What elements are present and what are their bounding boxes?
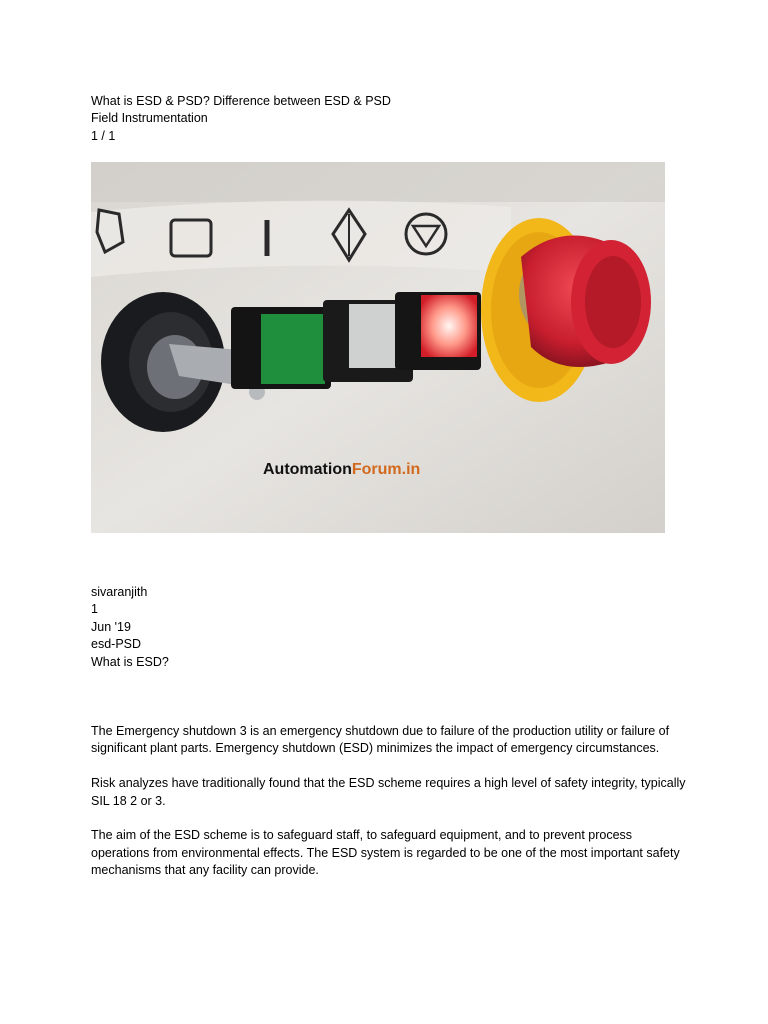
category-label: Field Instrumentation <box>91 111 208 126</box>
reply-count: 1 <box>91 602 98 617</box>
article-body <box>91 723 691 897</box>
author-name: sivaranjith <box>91 585 148 599</box>
hero-image <box>91 162 665 533</box>
paragraph: The aim of the ESD scheme is to safeguard staff, to safeguard equipment, and to prevent process operations from environmental effects. The ESD system is regarded to be one of the most important safety mechanisms that any facility can provide. <box>91 828 680 878</box>
page-title: What is ESD & PSD? Difference between ESD & PSD <box>91 94 391 108</box>
document-header <box>91 93 391 145</box>
watermark-text: AutomationForum.in <box>263 461 421 478</box>
post-tag: esd-PSD <box>91 637 142 652</box>
paragraph: The Emergency shutdown 3 is an emergency shutdown due to failure of the production utility or failure of significant plant parts. Emergency shutdown (ESD) minimizes the impact of emergency circumstances. <box>91 724 670 756</box>
paragraph: Risk analyzes have traditionally found that the ESD scheme requires a high level of safety integrity, typically SIL 18 2 or 3. <box>91 776 686 808</box>
section-heading: What is ESD? <box>91 654 169 669</box>
post-date: Jun '19 <box>91 619 131 634</box>
page-counter: 1 / 1 <box>91 128 116 143</box>
post-meta <box>91 584 169 671</box>
